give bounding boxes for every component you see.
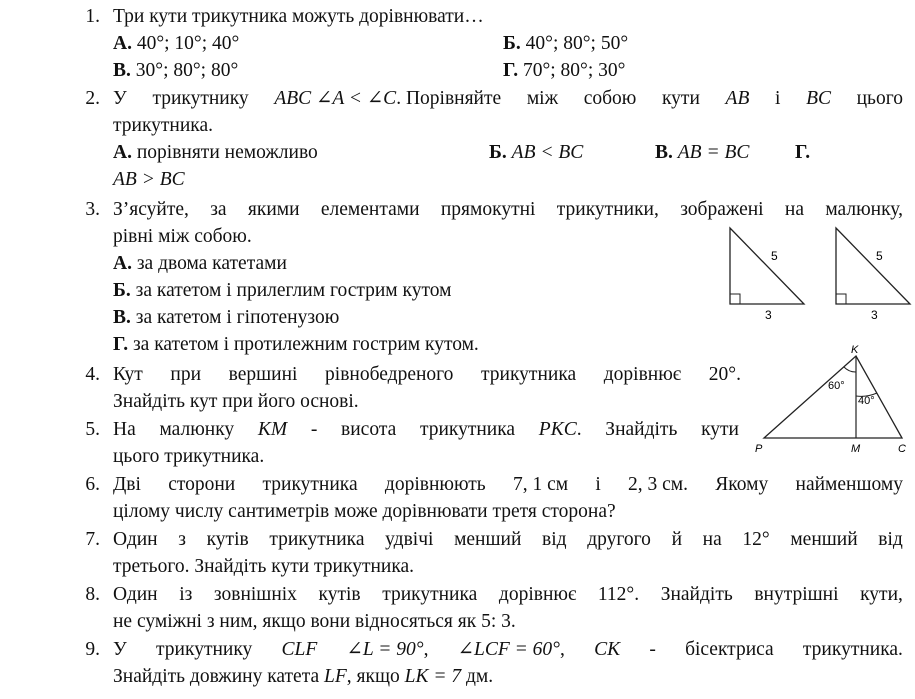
q2-option-a: А. порівняти неможливо — [113, 142, 318, 163]
q7-text-line1: Один з кутів трикутника удвічі менший від другого й на 12° менший від — [113, 529, 903, 550]
vertex-label-p: P — [755, 443, 763, 455]
right-triangle-left — [730, 228, 804, 304]
vertex-label-c: C — [898, 443, 906, 455]
leg-label-left: 3 — [765, 308, 772, 322]
q8-number: 8. — [85, 584, 100, 605]
vertex-label-k: K — [851, 344, 859, 356]
q3-figure-right — [828, 222, 915, 322]
q3-option-b: Б. за катетом і прилеглим гострим кутом — [113, 280, 452, 301]
triangle-pkc — [764, 356, 902, 438]
q5-figure — [752, 342, 914, 460]
q9-text-line2: Знайдіть довжину катета LF, якщо LK = 7 дм. — [113, 666, 494, 687]
angle-arc-60 — [844, 367, 856, 372]
q2-option-b: Б. AB < BC — [489, 142, 584, 163]
q3-text-line1: З’ясуйте, за якими елементами прямокутні трикутники, зображені на малюнку, — [113, 199, 903, 220]
q4-number: 4. — [85, 364, 100, 385]
q1-option-c: В. 30°; 80°; 80° — [113, 60, 239, 81]
q8-text-line1: Один із зовнішніх кутів трикутника дорівнює 112°. Знайдіть внутрішні кути, — [113, 584, 903, 605]
q3-option-c: В. за катетом і гіпотенузою — [113, 307, 340, 328]
angle-label-60: 60° — [828, 380, 845, 392]
hypotenuse-label-right: 5 — [876, 249, 883, 263]
q3-option-d: Г. за катетом і протилежним гострим кутом. — [113, 334, 479, 355]
q1-option-a: А. 40°; 10°; 40° — [113, 33, 240, 54]
hypotenuse-label-left: 5 — [771, 249, 778, 263]
q5-number: 5. — [85, 419, 100, 440]
q1-option-d: Г. 70°; 80°; 30° — [503, 60, 626, 81]
right-triangle-right — [836, 228, 910, 304]
q2-text-line1: У трикутнику ABC ∠A < ∠C. Порівняйте між собою кути AB і BC цього — [113, 88, 903, 109]
q9-number: 9. — [85, 639, 100, 660]
q7-number: 7. — [85, 529, 100, 550]
leg-label-right: 3 — [871, 308, 878, 322]
q1-option-b: Б. 40°; 80°; 50° — [503, 33, 629, 54]
q5-text-line2: цього трикутника. — [113, 446, 265, 467]
q1-number: 1. — [85, 6, 100, 27]
vertex-label-m: M — [851, 443, 861, 455]
q5-text-line1: На малюнку KM - висота трикутника PKC. Знайдіть кути — [113, 419, 739, 440]
right-angle-mark-right — [836, 294, 846, 304]
q2-option-d: AB > BC — [113, 169, 185, 190]
right-angle-mark-left — [730, 294, 740, 304]
q6-text-line1: Дві сторони трикутника дорівнюють 7, 1 см і 2, 3 см. Якому найменшому — [113, 474, 903, 495]
q7-text-line2: третього. Знайдіть кути трикутника. — [113, 556, 415, 577]
q1-text: Три кути трикутника можуть дорівнювати… — [113, 6, 484, 27]
q2-text-line2: трикутника. — [113, 115, 213, 136]
q2-number: 2. — [85, 88, 100, 109]
q3-number: 3. — [85, 199, 100, 220]
q4-text-line2: Знайдіть кут при його основі. — [113, 391, 359, 412]
q8-text-line2: не суміжні з ним, якщо вони відносяться як 5: 3. — [113, 611, 516, 632]
q3-text-line2: рівні між собою. — [113, 226, 252, 247]
q6-text-line2: цілому числу сантиметрів може дорівнювати третя сторона? — [113, 501, 616, 522]
q6-number: 6. — [85, 474, 100, 495]
q2-option-c: В. AB = BC — [655, 142, 750, 163]
q4-text-line1: Кут при вершині рівнобедреного трикутника дорівнює 20°. — [113, 364, 741, 385]
q2-option-d-label: Г. — [795, 142, 811, 163]
angle-label-40: 40° — [858, 395, 875, 407]
q9-text-line1: У трикутнику CLF ∠L = 90°, ∠LCF = 60°, CK - бісектриса трикутника. — [113, 639, 903, 660]
q3-option-a: А. за двома катетами — [113, 253, 287, 274]
q3-figure-left — [722, 222, 812, 322]
